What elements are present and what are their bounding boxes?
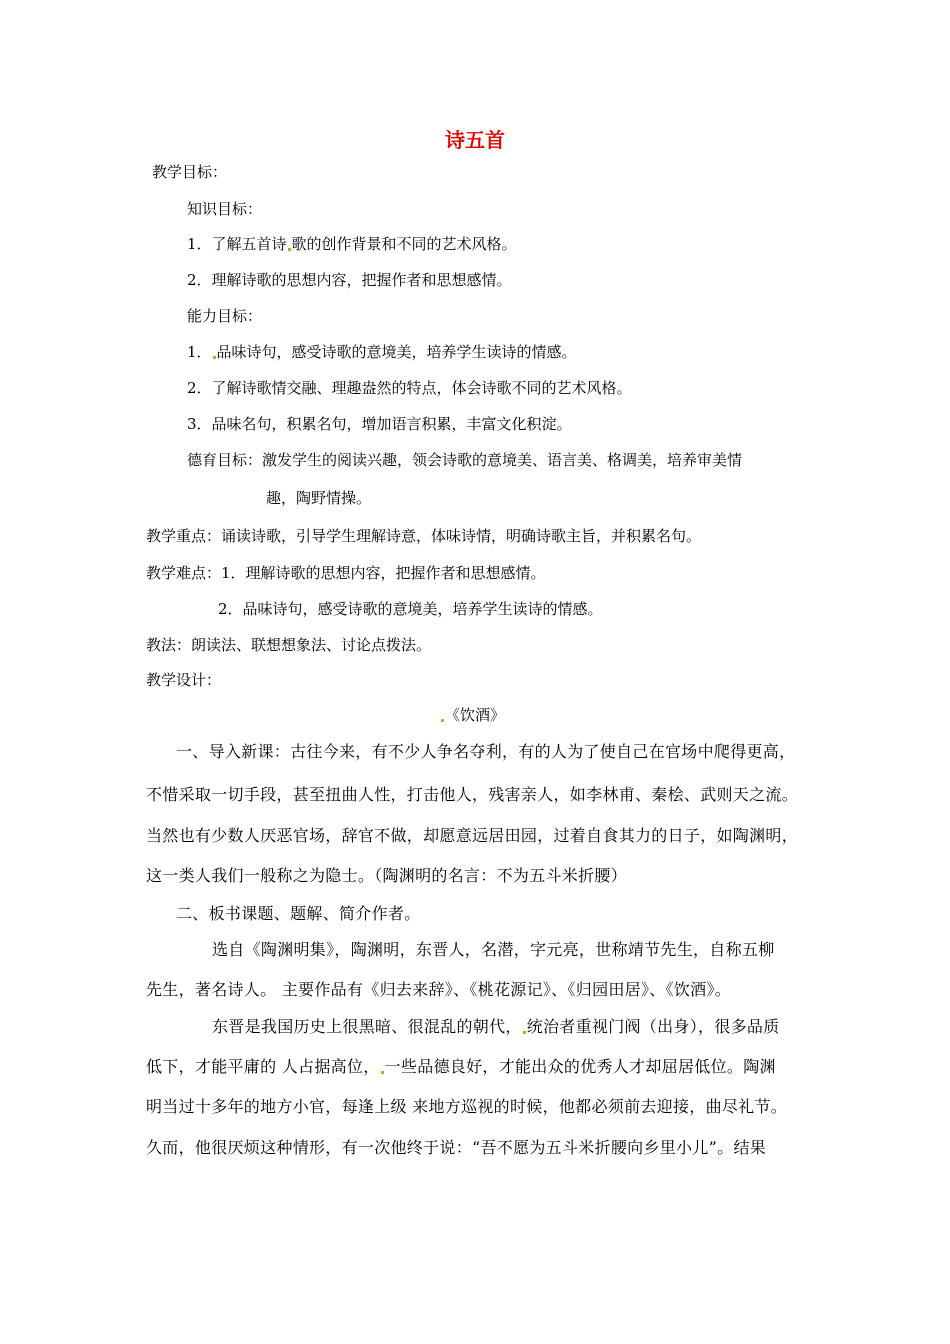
text-line: 教学目标： [152,163,228,181]
annotation-mark-icon [381,1071,384,1074]
text-line [146,1057,776,1077]
text-segment: 《饮酒》 [445,706,506,724]
text-line: 德育目标：激发学生的阅读兴趣，领会诗歌的意境美、语言美、格调美，培养审美情 [187,451,743,469]
text-line: 2．了解诗歌情交融、理趣盎然的特点，体会诗歌不同的艺术风格。 [187,379,632,397]
section-heading [440,705,505,725]
text-segment: 低下，才能平庸的 人占据高位， [146,1057,380,1076]
text-line: 教学设计： [146,671,222,689]
text-line: 教学重点：诵读诗歌，引导学生理解诗意，体味诗情，明确诗歌主旨，并积累名句。 [146,527,702,545]
text-line: 选自《陶渊明集》，陶渊明，东晋人，名潜，字元亮，世称靖节先生，自称五柳 [212,940,775,959]
text-line: 当然也有少数人厌恶官场，辞官不做，却愿意远居田园，过着自食其力的日子，如陶渊明， [146,826,799,845]
text-segment: 一些品德良好，才能出众的优秀人才却屈居低位。陶渊 [384,1057,776,1076]
text-line: 2．理解诗歌的思想内容，把握作者和思想感情。 [187,271,512,289]
text-line: 趣，陶野情操。 [266,489,372,507]
text-line: 教法：朗读法、联想想象法、讨论点拨法。 [146,636,432,654]
text-line [187,342,577,362]
annotation-mark-icon [441,719,444,722]
text-line: 不惜采取一切手段，甚至扭曲人性，打击他人，残害亲人，如李林甫、秦桧、武则天之流。 [146,785,799,804]
text-segment: 品味诗句，感受诗歌的意境美，培养学生读诗的情感。 [216,343,577,361]
text-line: 先生，著名诗人。 主要作品有《归去来辞》、《桃花源记》、《归园田居》、《饮酒》。 [146,980,732,999]
text-line: 能力目标： [187,307,263,325]
text-segment: 东晋是我国历史上很黑暗、很混乱的朝代， [212,1017,522,1036]
annotation-mark-icon [288,248,291,251]
text-line: 3．品味名句，积累名句，增加语言积累，丰富文化积淀。 [187,415,572,433]
text-line [212,1017,780,1037]
text-line: 明当过十多年的地方小官，每逢上级 来地方巡视的时候，他都必须前去迎接，曲尽礼节。 [146,1097,788,1116]
page-title: 诗五首 [445,128,505,152]
text-segment: 统治者重视门阀（出身），很多品质 [526,1017,780,1036]
text-line: 二、板书课题、题解、简介作者。 [176,904,421,923]
annotation-mark-icon [213,356,216,359]
text-segment: 1．了解五首诗 [187,235,287,253]
text-line: 知识目标： [187,200,263,218]
text-line: 一、导入新课：古往今来，有不少人争名夺利，有的人为了使自己在官场中爬得更高， [176,742,796,761]
text-line [187,234,517,254]
text-line: 教学难点：1．理解诗歌的思想内容，把握作者和思想感情。 [146,564,546,582]
text-line: 这一类人我们一般称之为隐士。（陶渊明的名言：不为五斗米折腰） [146,866,628,885]
annotation-mark-icon [523,1031,526,1034]
text-segment: 歌的创作背景和不同的艺术风格。 [291,235,517,253]
text-line: 久而，他很厌烦这种情形，有一次他终于说：“吾不愿为五斗米折腰向乡里小儿”。结果 [146,1138,767,1157]
text-line: 2．品味诗句，感受诗歌的意境美，培养学生读诗的情感。 [218,600,603,618]
text-segment: 1． [187,343,212,361]
